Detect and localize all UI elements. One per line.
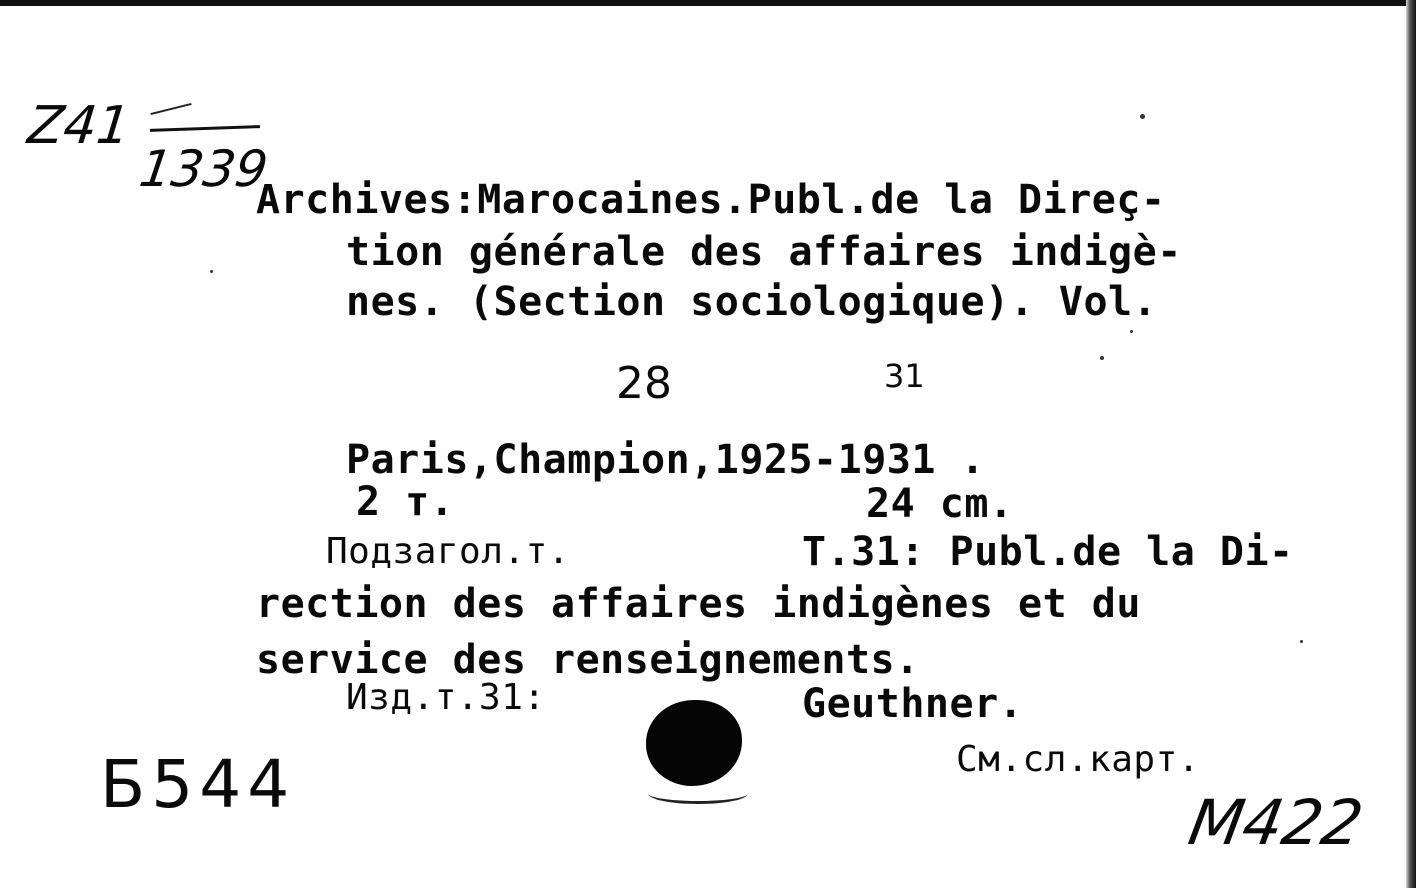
- stamp-code: М422: [1183, 786, 1369, 859]
- dust-speck: [1140, 114, 1145, 119]
- dust-speck: [210, 270, 213, 273]
- volume-last: 31: [884, 357, 925, 395]
- volume-first: 28: [616, 358, 672, 409]
- publisher-name: Geuthner.: [802, 681, 1024, 727]
- title-line-3: nes. (Section sociologique). Vol.: [346, 279, 1158, 325]
- see-next-card: См.сл.карт.: [956, 739, 1200, 780]
- publisher-label: Изд.т.31:: [346, 677, 546, 718]
- note-line-3: service des renseignements.: [256, 637, 920, 683]
- shelfmark-tick: [150, 103, 191, 115]
- note-line-2: rection des affaires indigènes et du: [256, 581, 1141, 627]
- card-right-edge: [1406, 0, 1416, 888]
- parallel-title-label: Подзагол.т.: [326, 531, 570, 572]
- accession-number: Б544: [100, 746, 296, 823]
- title-line-1: Archives:Marocaines.Publ.de la Direç-: [256, 177, 1166, 223]
- physical-volumes: 2 т.: [356, 479, 455, 525]
- shelfmark-denominator: 1339: [135, 140, 272, 198]
- imprint-line: Paris,Champion,1925-1931 .: [346, 437, 986, 483]
- ink-blot-edge: [648, 783, 748, 804]
- card-top-edge: [0, 0, 1416, 6]
- dust-speck: [1130, 330, 1133, 333]
- title-line-2: tion générale des affaires indigè-: [346, 229, 1182, 275]
- shelfmark-numerator: Z41: [24, 96, 133, 156]
- ink-blot: [646, 700, 742, 786]
- dust-speck: [1300, 640, 1303, 643]
- dust-speck: [1100, 356, 1104, 360]
- shelfmark-fraction-bar: [150, 125, 260, 132]
- physical-size: 24 cm.: [866, 481, 1014, 527]
- note-line-1: Т.31: Publ.de la Di-: [802, 529, 1294, 575]
